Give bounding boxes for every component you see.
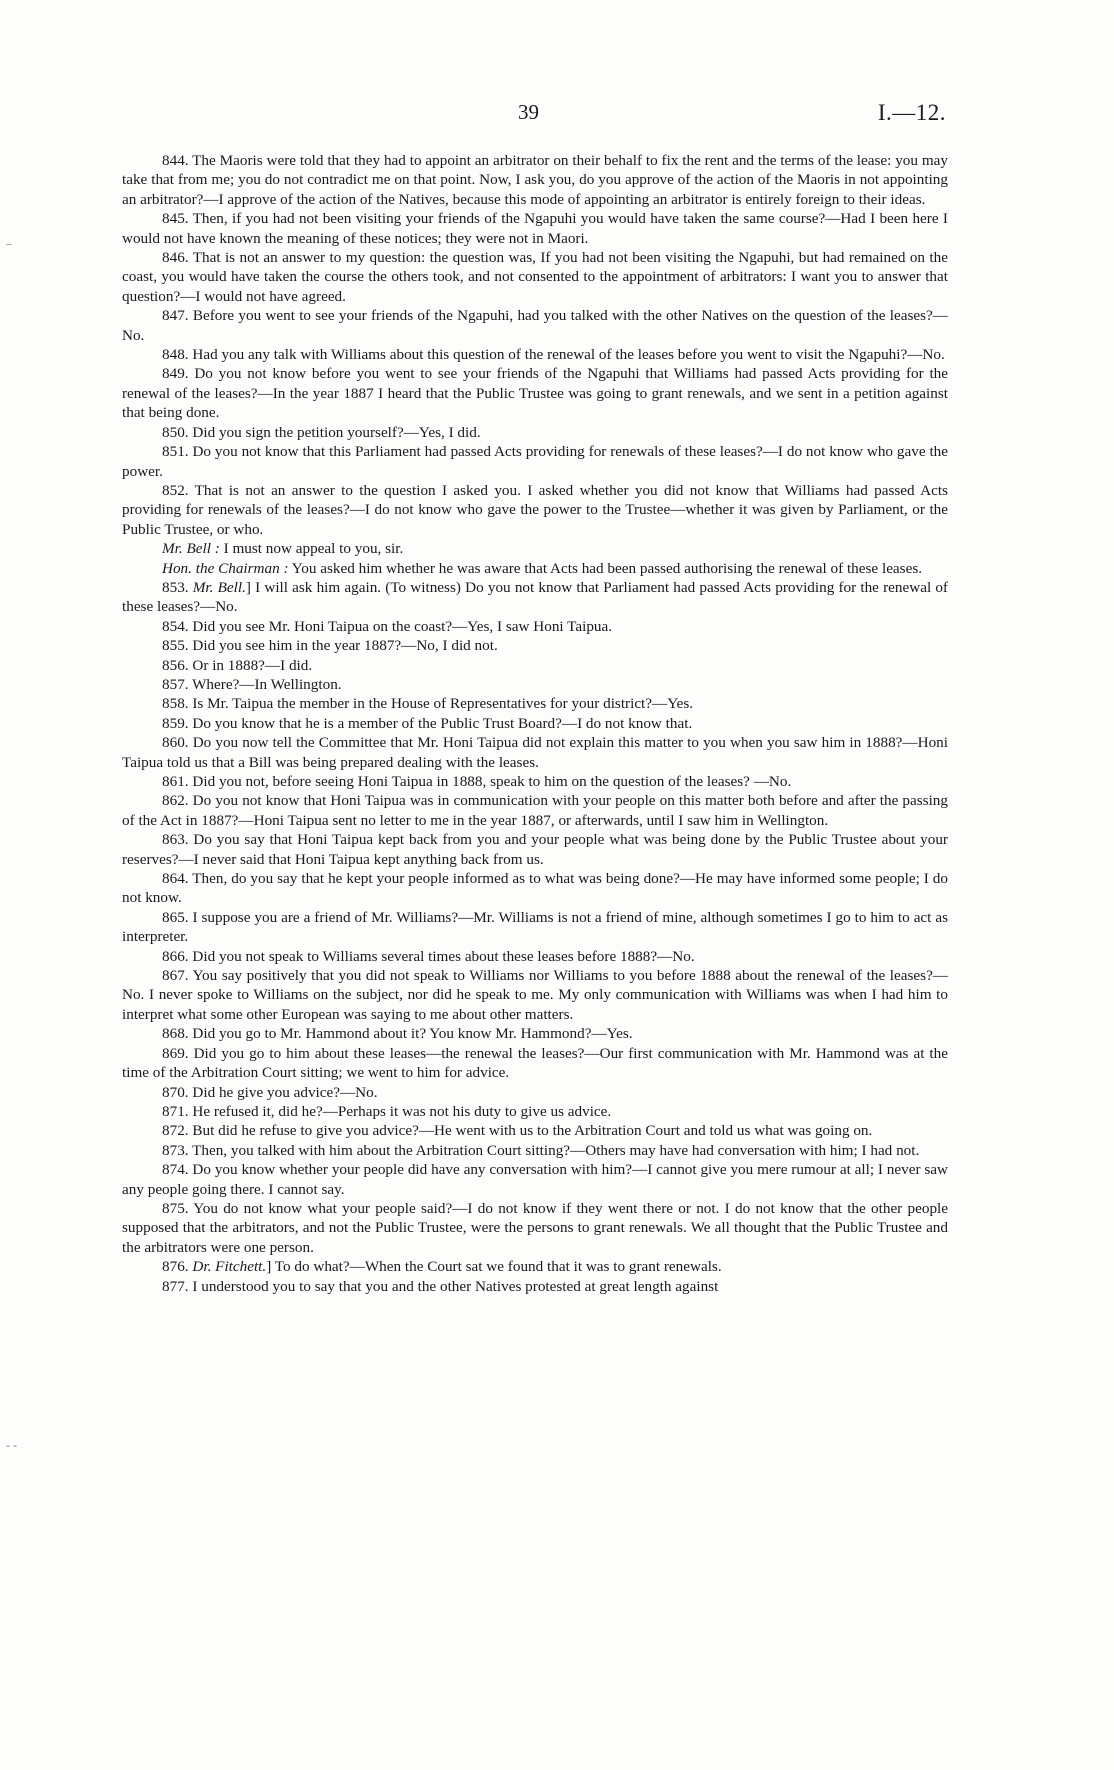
paragraph-text: 861. Did you not, before seeing Honi Taipua in 1888, speak to him on the question of the leases? —No. <box>162 773 792 790</box>
paragraph-text: 846. That is not an answer to my question: the question was, If you had not been visiting the Ngapuhi, but had remained on the coast, you would have taken the course the others took, and not consented to the appointment of arbitrators: I want you to answer that question?—I would not have agreed. <box>122 249 948 305</box>
paragraph-text: ] To do what?—When the Court sat we found that it was to grant renewals. <box>266 1258 722 1276</box>
testimony-paragraph <box>122 1102 948 1121</box>
testimony-paragraph <box>122 345 948 364</box>
testimony-paragraph <box>122 694 948 713</box>
testimony-paragraph <box>122 1141 948 1160</box>
paragraph-text: 859. Do you know that he is a member of the Public Trust Board?—I do not know that. <box>162 714 693 732</box>
testimony-paragraph <box>122 578 948 617</box>
speaker-name: Hon. the Chairman : <box>162 559 289 577</box>
testimony-paragraph <box>122 248 948 306</box>
question-number: 853. <box>162 578 193 596</box>
paragraph-text: 858. Is Mr. Taipua the member in the House of Representatives for your district?—Yes. <box>162 695 694 713</box>
testimony-paragraph <box>122 442 948 481</box>
document-reference: I.—12. <box>877 100 946 125</box>
testimony-paragraph <box>122 423 948 442</box>
paragraph-text: 855. Did you see him in the year 1887?—No, I did not. <box>162 637 498 655</box>
paragraph-text: 875. You do not know what your people said?—I do not know if they went there or not. I do not know that the other people supposed that the arbitrators, and not the Public Trustee, were the persons to grant renewals. We all thought that the Public Trustee and the arbitrators were one person. <box>122 1199 948 1256</box>
testimony-paragraph <box>122 1044 948 1083</box>
paragraph-text: 854. Did you see Mr. Honi Taipua on the coast?—Yes, I saw Honi Taipua. <box>162 617 613 635</box>
margin-mark: – <box>6 236 12 250</box>
paragraph-text: 845. Then, if you had not been visiting your friends of the Ngapuhi you would have taken the same course?—Had I been here I would not have known the meaning of these notices; they were not in Maori. <box>122 210 948 247</box>
paragraph-text: 869. Did you go to him about these leases—the renewal the leases?—Our first communication with Mr. Hammond was at the time of the Arbitration Court sitting; we went to him for advice. <box>122 1044 948 1082</box>
paragraph-text: 844. The Maoris were told that they had to appoint an arbitrator on their behalf to fix the rent and the terms of the lease: you may take that from me; you do not contradict me on that point. Now, I ask you, do you approve of the action of the Maoris in not appointing an arbitrator?—I approve of the action of the Natives, because this mode of appointing an arbitrator is entirely foreign to their ideas. <box>122 152 948 208</box>
paragraph-text: 862. Do you not know that Honi Taipua was in communication with your people on this matter both before and after the passing of the Act in 1887?—Honi Taipua sent no letter to me in the year 1887, or afterwards, until I saw him in Wellington. <box>122 792 948 829</box>
paragraph-text: 863. Do you say that Honi Taipua kept back from you and your people what was being done by the Public Trustee about your reserves?—I never said that Honi Taipua kept anything back from us. <box>122 831 948 868</box>
testimony-paragraph <box>122 1277 948 1296</box>
paragraph-text: 860. Do you now tell the Committee that Mr. Honi Taipua did not explain this matter to you when you saw him in 1888?—Honi Taipua told us that a Bill was being prepared dealing with the leases. <box>122 734 948 771</box>
testimony-paragraph <box>122 791 948 830</box>
testimony-paragraph <box>122 1024 948 1043</box>
paragraph-text: You asked him whether he was aware that Acts had been passed authorising the renewal of these leases. <box>288 559 923 577</box>
testimony-paragraph <box>122 675 948 694</box>
testimony-paragraph <box>122 1160 948 1199</box>
testimony-paragraph <box>122 481 948 539</box>
paragraph-text: 873. Then, you talked with him about the Arbitration Court sitting?—Others may have had conversation with him; I had not. <box>162 1141 920 1159</box>
testimony-paragraph <box>122 636 948 655</box>
paragraph-text: 851. Do you not know that this Parliament had passed Acts providing for renewals of these leases?—I do not know who gave the power. <box>122 443 948 480</box>
testimony-body <box>122 151 948 1296</box>
question-number: 876. <box>162 1258 193 1276</box>
paragraph-text: 867. You say positively that you did not speak to Williams nor Williams to you before 1888 about the renewal of the leases?—No. I never spoke to Williams on the subject, nor did he speak to me. My only communication with Williams was when I had him to interpret what some other European was saying to me about other matters. <box>122 967 948 1023</box>
speaker-name: Dr. Fitchett. <box>192 1258 267 1276</box>
paragraph-text: 847. Before you went to see your friends of the Ngapuhi, had you talked with the other Natives on the question of the leases?—No. <box>122 307 948 344</box>
paragraph-text: 849. Do you not know before you went to see your friends of the Ngapuhi that Williams had passed Acts providing for the renewal of the leases?—In the year 1887 I heard that the Public Trustee was going to grant renewals, and we sent in a petition against that being done. <box>122 365 948 422</box>
testimony-paragraph <box>122 966 948 1024</box>
testimony-paragraph <box>122 306 948 345</box>
paragraph-text: 857. Where?—In Wellington. <box>162 675 342 693</box>
testimony-paragraph <box>122 539 948 558</box>
testimony-paragraph <box>122 714 948 733</box>
paragraph-text: 874. Do you know whether your people did have any conversation with him?—I cannot give you mere rumour at all; I never saw any people going there. I cannot say. <box>122 1161 948 1198</box>
testimony-paragraph <box>122 1199 948 1257</box>
paragraph-text: 856. Or in 1888?—I did. <box>162 656 313 674</box>
testimony-paragraph <box>122 772 948 791</box>
page-number: 39 <box>518 100 539 124</box>
paragraph-text: 866. Did you not speak to Williams several times about these leases before 1888?—No. <box>162 947 695 965</box>
paragraph-text: I must now appeal to you, sir. <box>219 540 404 558</box>
testimony-paragraph <box>122 151 948 209</box>
paragraph-text: 850. Did you sign the petition yourself?—Yes, I did. <box>162 423 481 441</box>
testimony-paragraph <box>122 656 948 675</box>
testimony-paragraph <box>122 869 948 908</box>
testimony-paragraph <box>122 559 948 578</box>
testimony-paragraph <box>122 1257 948 1276</box>
paragraph-text: 852. That is not an answer to the question I asked you. I asked whether you did not know that Williams had passed Acts providing for renewals of the leases?—I do not know who gave the power to the Trustee—whether it was given by Parliament, or the Public Trustee, or who. <box>122 481 948 538</box>
paragraph-text: 868. Did you go to Mr. Hammond about it? You know Mr. Hammond?—Yes. <box>162 1025 633 1043</box>
testimony-paragraph <box>122 209 948 248</box>
paragraph-text: 870. Did he give you advice?—No. <box>162 1083 378 1101</box>
testimony-paragraph <box>122 364 948 422</box>
testimony-paragraph <box>122 617 948 636</box>
testimony-paragraph <box>122 1121 948 1140</box>
paragraph-text: ] I will ask him again. (To witness) Do you not know that Parliament had passed Acts providing for the renewal of these leases?—No. <box>122 578 948 616</box>
testimony-paragraph <box>122 1083 948 1102</box>
speaker-name: Mr. Bell. <box>192 578 246 596</box>
speaker-name: Mr. Bell : <box>162 540 220 558</box>
paragraph-text: 865. I suppose you are a friend of Mr. Williams?—Mr. Williams is not a friend of mine, although sometimes I go to him to act as interpreter. <box>122 908 948 946</box>
paragraph-text: 848. Had you any talk with Williams about this question of the renewal of the leases before you went to visit the Ngapuhi?—No. <box>162 346 945 364</box>
testimony-paragraph <box>122 947 948 966</box>
testimony-paragraph <box>122 733 948 772</box>
testimony-paragraph <box>122 830 948 869</box>
paragraph-text: 872. But did he refuse to give you advice?—He went with us to the Arbitration Court and told us what was going on. <box>162 1122 873 1140</box>
paragraph-text: 864. Then, do you say that he kept your people informed as to what was being done?—He may have informed some people; I do not know. <box>122 870 948 907</box>
testimony-paragraph <box>122 908 948 947</box>
paragraph-text: 871. He refused it, did he?—Perhaps it was not his duty to give us advice. <box>162 1102 612 1120</box>
margin-mark: - - <box>6 1438 17 1452</box>
paragraph-text: 877. I understood you to say that you and the other Natives protested at great length against <box>162 1277 719 1295</box>
